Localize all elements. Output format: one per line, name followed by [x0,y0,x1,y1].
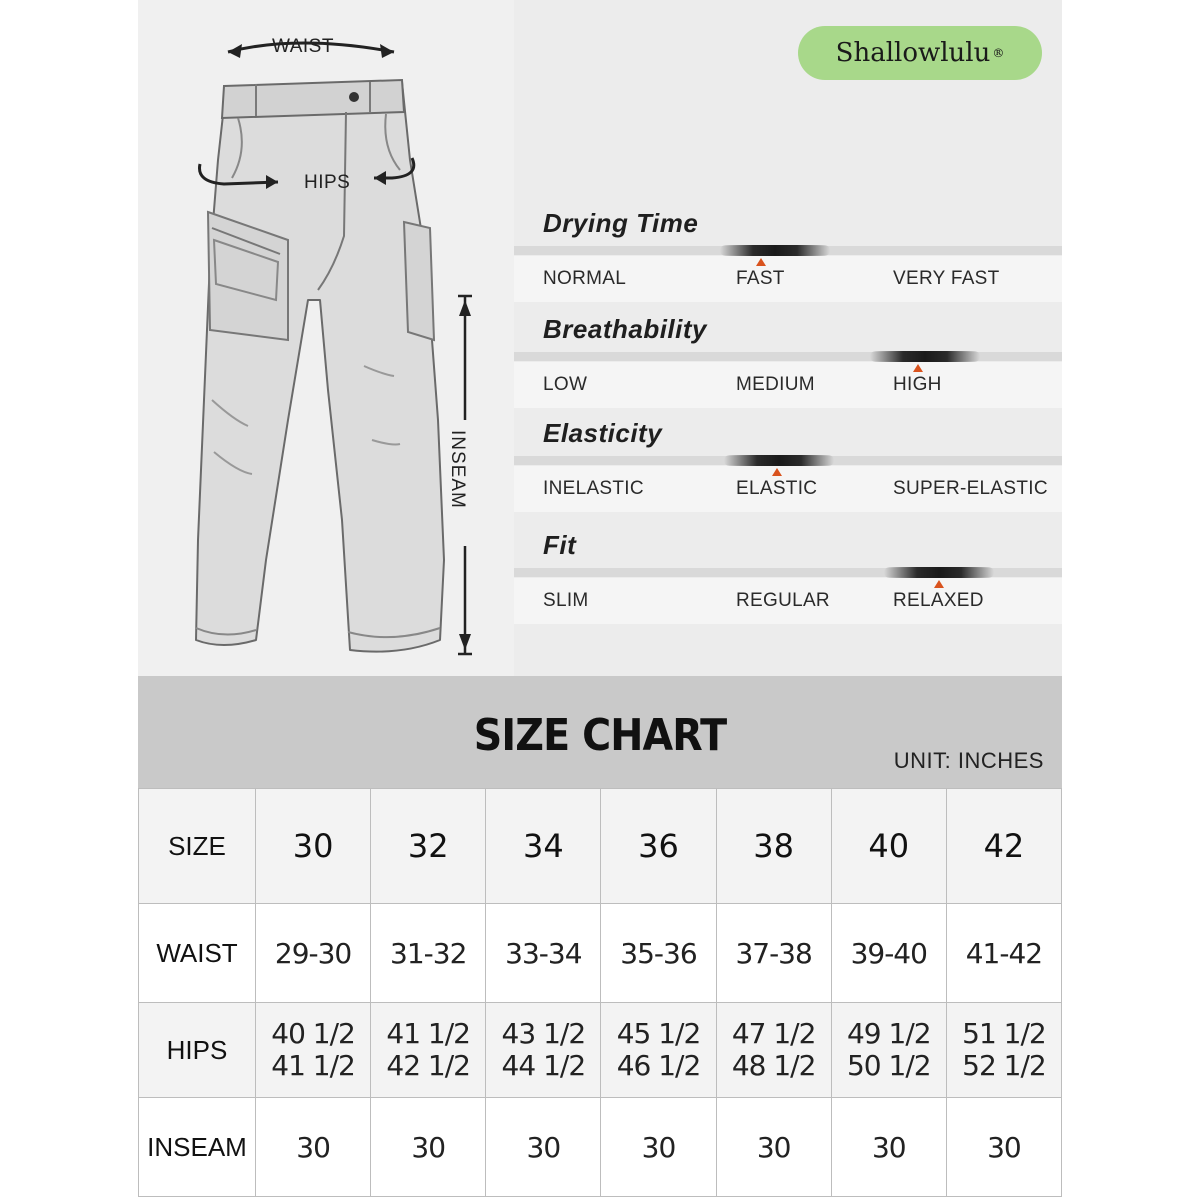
size-cell: 32 [371,789,486,904]
feature-option: NORMAL [543,268,627,289]
size-cell: 40 [831,789,946,904]
inseam-cell: 30 [946,1098,1061,1197]
size-cell: 34 [486,789,601,904]
hips-max: 44 1/2 [501,1049,586,1082]
size-cell: 42 [946,789,1061,904]
size-chart-header [138,676,1062,788]
hips-measure-label: HIPS [304,172,351,193]
hips-max: 48 1/2 [731,1049,816,1082]
waist-cell: 37-38 [716,904,831,1003]
feature-option-selected: ELASTIC [736,478,818,499]
hips-cell [371,1003,486,1098]
hips-cell [716,1003,831,1098]
pants-illustration-panel [138,0,514,676]
hips-cell [831,1003,946,1098]
selected-marker-icon [756,258,766,266]
inseam-cell: 30 [371,1098,486,1197]
hips-min: 41 1/2 [386,1017,470,1050]
hips-max: 50 1/2 [846,1049,931,1082]
size-cell: 38 [716,789,831,904]
hips-min: 45 1/2 [616,1017,701,1050]
feature-elasticity [514,418,1062,528]
feature-title: Breathability [543,314,707,344]
hips-max: 46 1/2 [616,1049,701,1082]
size-chart-title: SIZE CHART [473,710,727,761]
size-cell: 30 [256,789,371,904]
table-row-hips [139,1003,1062,1098]
feature-option: INELASTIC [543,478,644,499]
waist-cell: 39-40 [831,904,946,1003]
table-row-size [139,789,1062,904]
feature-drying-time [514,208,1062,318]
hips-min: 47 1/2 [731,1017,816,1050]
feature-title: Elasticity [543,418,663,448]
hips-min: 49 1/2 [846,1017,931,1050]
feature-breathability [514,314,1062,424]
feature-level-indicator [724,455,834,466]
feature-level-indicator [870,351,980,362]
hips-max: 52 1/2 [962,1049,1046,1082]
feature-option: REGULAR [736,590,830,611]
waist-cell: 35-36 [601,904,716,1003]
hips-max: 42 1/2 [386,1049,470,1082]
feature-option: SLIM [543,590,589,611]
feature-title: Fit [543,530,577,560]
waist-cell: 41-42 [946,904,1061,1003]
selected-marker-icon [772,468,782,476]
hips-min: 51 1/2 [962,1017,1046,1050]
hips-min: 43 1/2 [501,1017,586,1050]
row-header: WAIST [139,904,256,1003]
registered-mark: ® [992,46,1005,60]
feature-fit [514,530,1062,640]
inseam-cell: 30 [486,1098,601,1197]
feature-level-indicator [884,567,994,578]
pants-drawing [138,0,514,676]
size-cell: 36 [601,789,716,904]
table-row-inseam [139,1098,1062,1197]
inseam-cell: 30 [256,1098,371,1197]
inseam-measure-label: INSEAM [447,430,468,509]
selected-marker-icon [913,364,923,372]
row-header: SIZE [139,789,256,904]
feature-option: LOW [543,374,588,395]
inseam-cell: 30 [831,1098,946,1197]
waist-cell: 31-32 [371,904,486,1003]
feature-option: VERY FAST [893,268,1000,289]
hips-cell [946,1003,1061,1098]
selected-marker-icon [934,580,944,588]
hips-cell [256,1003,371,1098]
waist-cell: 29-30 [256,904,371,1003]
hips-max: 41 1/2 [271,1049,355,1082]
feature-option-selected: FAST [736,268,785,289]
hips-min: 40 1/2 [271,1017,355,1050]
feature-title: Drying Time [543,208,699,238]
hips-cell [601,1003,716,1098]
feature-option: SUPER-ELASTIC [893,478,1048,499]
size-chart-table [138,788,1062,1197]
brand-badge [798,26,1042,80]
waist-cell: 33-34 [486,904,601,1003]
size-chart-unit: UNIT: INCHES [893,748,1044,773]
feature-option: MEDIUM [736,374,815,395]
feature-option-selected: HIGH [893,374,942,395]
table-row-waist [139,904,1062,1003]
row-header: HIPS [139,1003,256,1098]
feature-level-indicator [720,245,830,256]
brand-name: Shallowlulu [835,38,991,68]
inseam-cell: 30 [716,1098,831,1197]
features-panel [514,0,1062,676]
hips-cell [486,1003,601,1098]
feature-option-selected: RELAXED [893,590,984,611]
inseam-cell: 30 [601,1098,716,1197]
waist-measure-label: WAIST [272,36,334,57]
row-header: INSEAM [139,1098,256,1197]
